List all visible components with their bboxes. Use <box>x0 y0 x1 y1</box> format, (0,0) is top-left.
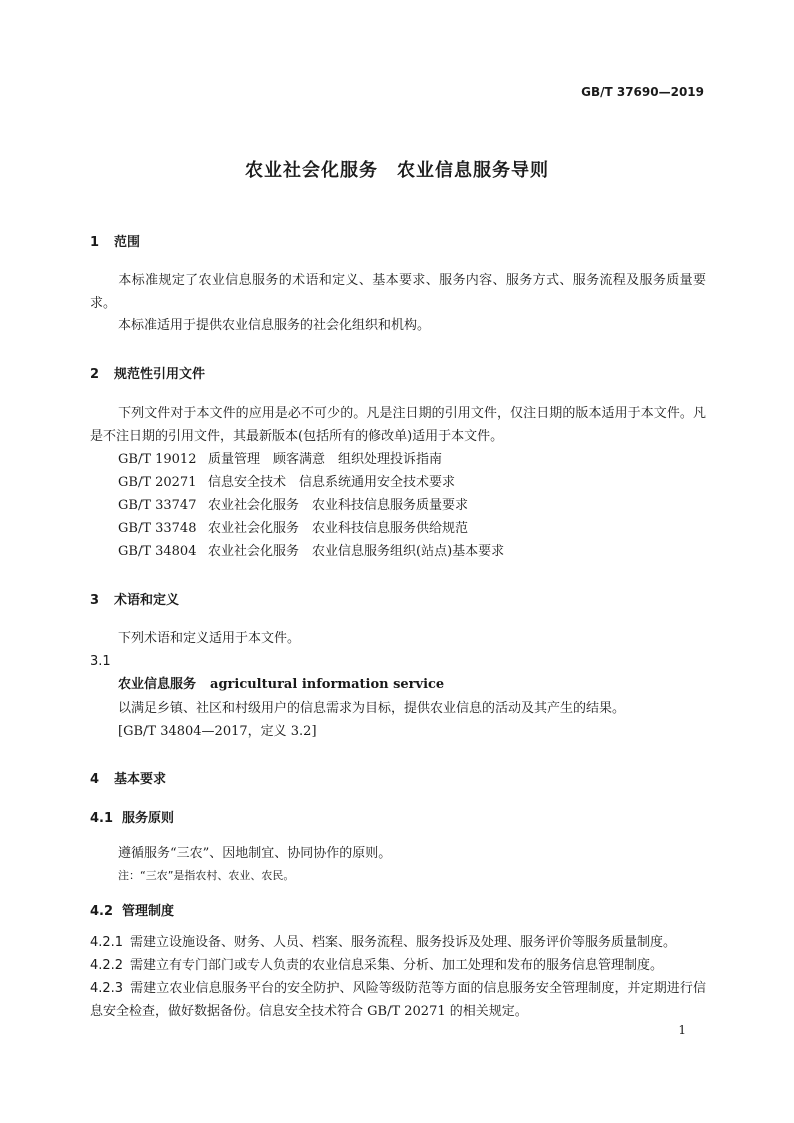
reference-title: 质量管理 顾客满意 组织处理投诉指南 <box>208 452 443 467</box>
section-3-paragraph-1: 下列术语和定义适用于本文件。 <box>118 631 301 646</box>
subsection-number: 4.2 <box>90 904 114 919</box>
clause-number: 4.2.1 <box>90 935 124 950</box>
paragraph-text: 本标准规定了农业信息服务的术语和定义、基本要求、服务内容、服务方式、服务流程及服务质量要求。 <box>90 273 706 311</box>
clause-text: 需建立设施设备、财务、人员、档案、服务流程、服务投诉及处理、服务评价等服务质量制度。 <box>130 935 677 950</box>
section-title: 术语和定义 <box>114 593 180 608</box>
note: 注：“三农”是指农村、农业、农民。 <box>118 869 295 882</box>
section-1-heading <box>90 231 140 250</box>
reference-item <box>118 517 468 540</box>
section-2-heading <box>90 363 205 382</box>
section-title: 基本要求 <box>114 772 167 787</box>
term-definition: 以满足乡镇、社区和村级用户的信息需求为目标，提供农业信息的活动及其产生的结果。 <box>118 701 626 716</box>
document-title: 农业社会化服务 农业信息服务导则 <box>245 160 549 181</box>
reference-title: 信息安全技术 信息系统通用安全技术要求 <box>208 475 456 490</box>
term-english: agricultural information service <box>210 677 445 692</box>
clause-4-2-3 <box>90 977 706 1023</box>
section-1-paragraph-2: 本标准适用于提供农业信息服务的社会化组织和机构。 <box>118 318 431 333</box>
subsection-4-2-heading <box>90 900 174 919</box>
reference-title: 农业社会化服务 农业科技信息服务供给规范 <box>208 521 469 536</box>
reference-item <box>118 540 504 563</box>
paragraph-text: 下列文件对于本文件的应用是必不可少的。凡是注日期的引用文件，仅注日期的版本适用于本文件。凡是不注日期的引用文件，其最新版本(包括所有的修改单)适用于本文件。 <box>90 406 706 444</box>
section-number: 2 <box>90 367 100 382</box>
section-title: 规范性引用文件 <box>114 367 206 382</box>
standard-number: GB/T 37690—2019 <box>581 85 704 99</box>
section-number: 3 <box>90 593 100 608</box>
subsection-title: 管理制度 <box>122 904 175 919</box>
section-1-paragraph-1 <box>90 269 706 315</box>
reference-code: GB/T 20271 <box>118 475 197 490</box>
clause-4-2-1 <box>90 931 706 954</box>
reference-title: 农业社会化服务 农业科技信息服务质量要求 <box>208 498 469 513</box>
term-source: [GB/T 34804—2017，定义 3.2] <box>118 724 317 739</box>
clause-number: 4.2.2 <box>90 958 124 973</box>
section-number: 1 <box>90 235 100 250</box>
reference-item <box>118 494 468 517</box>
term-number: 3.1 <box>90 654 111 669</box>
term-chinese: 农业信息服务 <box>118 677 197 692</box>
subsection-4-1-paragraph: 遵循服务“三农”、因地制宜、协同协作的原则。 <box>118 846 392 861</box>
reference-code: GB/T 34804 <box>118 544 197 559</box>
reference-code: GB/T 33748 <box>118 521 197 536</box>
subsection-number: 4.1 <box>90 811 114 826</box>
reference-item <box>118 471 455 494</box>
clause-number: 4.2.3 <box>90 981 124 996</box>
subsection-title: 服务原则 <box>122 811 175 826</box>
section-4-heading <box>90 768 166 787</box>
clause-4-2-2 <box>90 954 706 977</box>
section-title: 范围 <box>114 235 141 250</box>
clause-text: 需建立农业信息服务平台的安全防护、风险等级防范等方面的信息服务安全管理制度，并定期进行信息安全检查，做好数据备份。信息安全技术符合 GB/T 20271 的相关规定。 <box>90 981 706 1019</box>
page-number: 1 <box>678 1023 686 1037</box>
reference-title: 农业社会化服务 农业信息服务组织(站点)基本要求 <box>208 544 505 559</box>
section-number: 4 <box>90 772 100 787</box>
reference-code: GB/T 33747 <box>118 498 197 513</box>
reference-item <box>118 448 442 471</box>
section-2-paragraph-1 <box>90 402 706 448</box>
section-3-heading <box>90 589 179 608</box>
term-entry <box>118 673 444 696</box>
clause-text: 需建立有专门部门或专人负责的农业信息采集、分析、加工处理和发布的服务信息管理制度。 <box>130 958 664 973</box>
reference-code: GB/T 19012 <box>118 452 197 467</box>
subsection-4-1-heading <box>90 807 174 826</box>
